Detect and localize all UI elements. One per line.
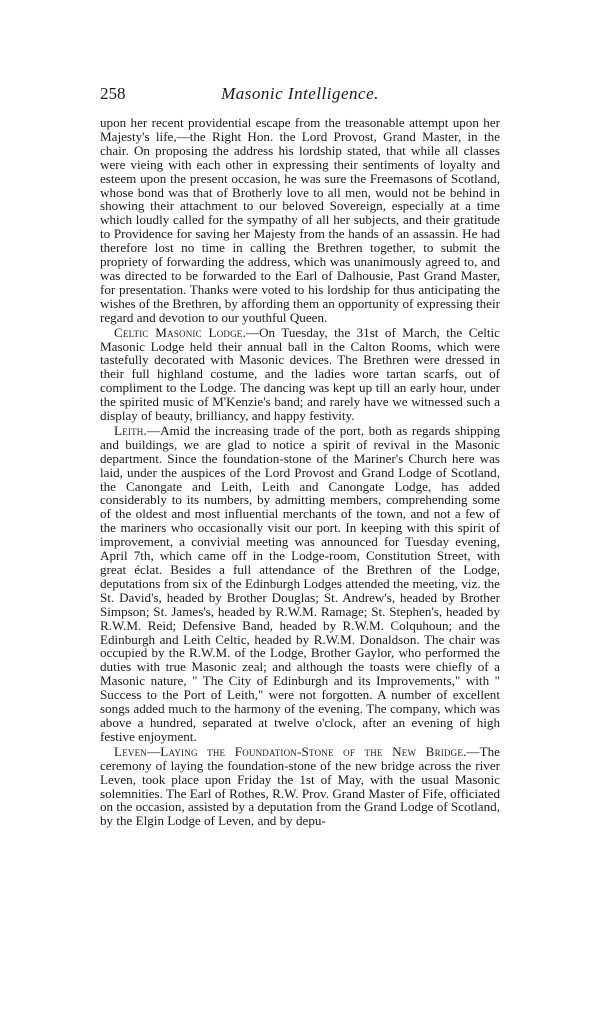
page-number: 258 [100, 84, 126, 103]
paragraph-text: —The ceremony of laying the foundation-stone of the new bridge across the river Leven, took place upon Friday the 1st of May, with the usual Masonic solemnities. The Earl of Rothes, R.W. Prov. Grand Master of Fife, officiated on the occasion, assisted by a deputation from the Grand Lodge of Scotland, by the Elgin Lodge of Leven, and by depu- [100, 743, 500, 829]
paragraph-address-continuation [100, 116, 500, 325]
section-heading-leven-bridge: Leven—Laying the Foundation-Stone of the New Bridge. [114, 743, 467, 759]
section-heading-celtic-lodge: Celtic Masonic Lodge. [114, 324, 246, 340]
running-title: Masonic Intelligence. [221, 84, 379, 103]
book-page [100, 84, 500, 829]
paragraph-text: —Amid the increasing trade of the port, both as regards shipping and buildings, we are glad to notice a spirit of revival in the Masonic department. Since the foundation-stone of the Mariner's Church here was laid, under the auspices of the Lord Provost and Grand Lodge of Scotland, the Canongate and Leith, Leith and Canongate Lodge, has added considerably to its numbers, by admitting members, comprehending some of the oldest and most influential merchants of the town, and not a few of the mariners who occasionally visit our port. In keeping with this spirit of improvement, a convivial meeting was announced for Tuesday evening, April 7th, which came off in the Lodge-room, Constitution Street, with great éclat. Besides a full attendance of the Brethren of the Lodge, deputations from six of the Edinburgh Lodges attended the meeting, viz. the St. David's, headed by Brother Douglas; St. Andrew's, headed by Brother Simpson; St. James's, headed by R.W.M. Ramage; St. Stephen's, headed by R.W.M. Reid; Defensive Band, headed by R.W.M. Colquhoun; and the Edinburgh and Leith Celtic, headed by R.W.M. Donaldson. The chair was occupied by the R.W.M. of the Lodge, Brother Gaylor, who performed the duties with true Masonic zeal; and although the toasts were chiefly of a Masonic nature, " The City of Edinburgh and its Improvements," with " Success to the Port of Leith," were not forgotten. A number of excellent songs added much to the harmony of the evening. The company, which was above a hundred, separated at twelve o'clock, after an evening of high festive enjoyment. [100, 422, 500, 744]
paragraph-text: upon her recent providential escape from the treasonable attempt upon her Majesty's life,—the Right Hon. the Lord Provost, Grand Master, in the chair. On proposing the address his lordship stated, that while all classes were vieing with each other in expressing their sentiments of loyalty and esteem upon the present occasion, he was sure the Freemasons of Scotland, whose bond was that of Brotherly love to all men, would not be behind in showing their attachment to our beloved Sovereign, especially at a time which loudly called for the sympathy of all her subjects, and their gratitude to Providence for saving her Majesty from the hands of an assassin. He had therefore lost no time in calling the Brethren together, to submit the propriety of forwarding the address, which was unanimously agreed to, and was directed to be forwarded to the Earl of Dalhousie, Past Grand Master, for presentation. Thanks were voted to his lordship for thus anticipating the wishes of the Brethren, by affording them an opportunity of expressing their regard and devotion to our youthful Queen. [100, 115, 500, 325]
paragraph-celtic-masonic-lodge [100, 326, 500, 423]
paragraph-leven-bridge [100, 745, 500, 828]
paragraph-leith [100, 424, 500, 744]
section-heading-leith: Leith. [114, 422, 147, 438]
running-head [100, 84, 500, 110]
paragraph-text: —On Tuesday, the 31st of March, the Celtic Masonic Lodge held their annual ball in the Calton Rooms, which were tastefully decorated with Masonic devices. The Brethren were dressed in their full highland costume, and the ladies wore tartan scarfs, out of compliment to the Lodge. The dancing was kept up till an early hour, under the spirited music of M'Kenzie's band; and rarely have we witnessed such a display of beauty, brilliancy, and happy festivity. [100, 324, 500, 424]
article-body [100, 116, 500, 828]
